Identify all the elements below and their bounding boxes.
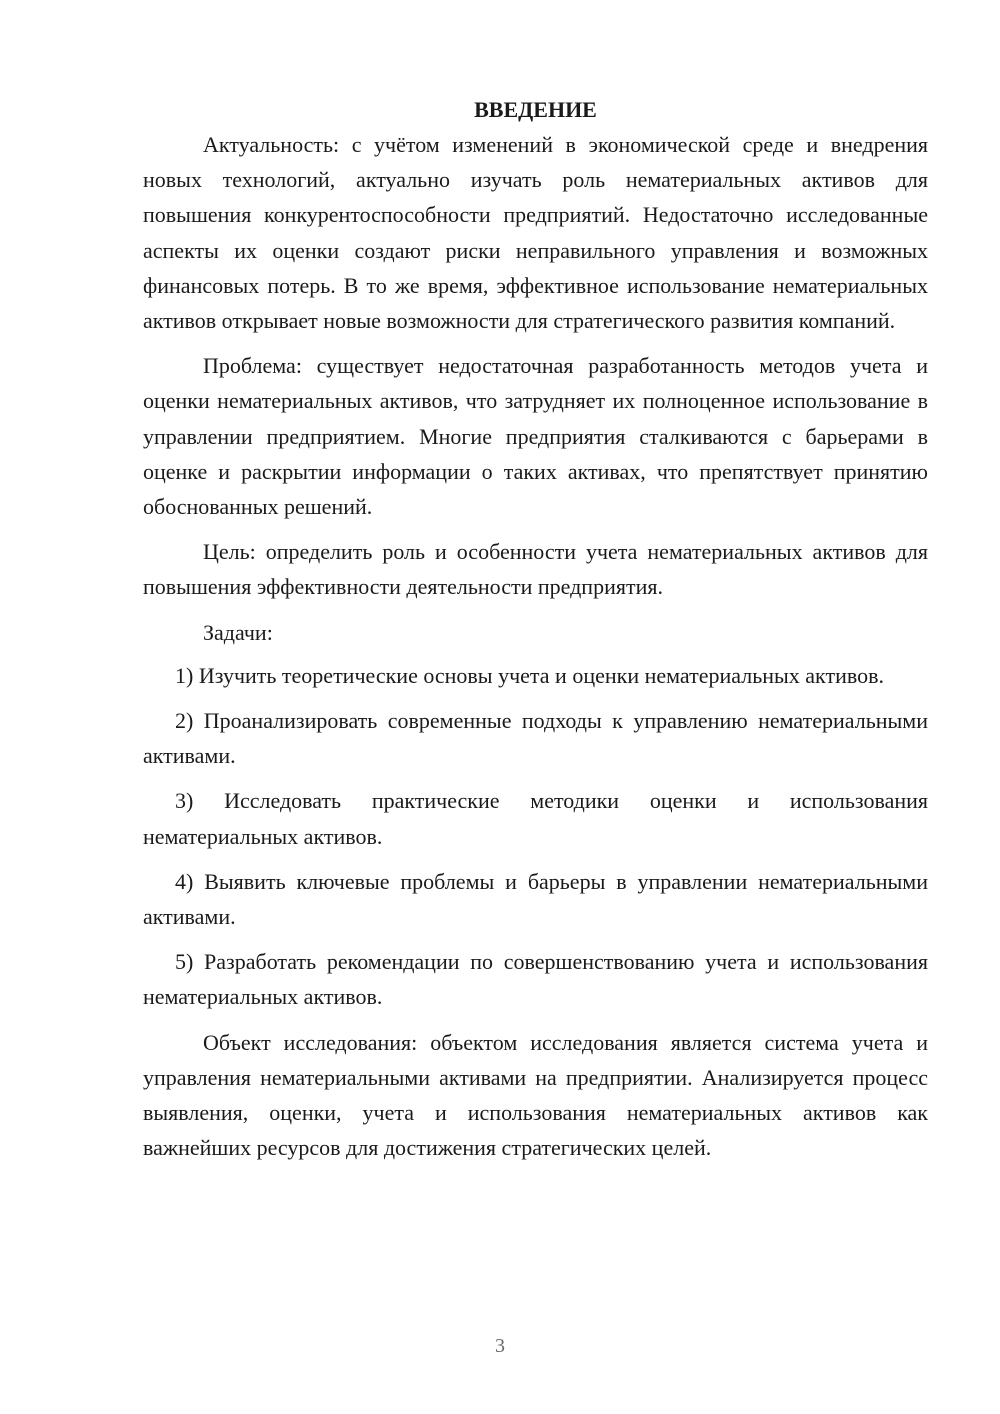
task-item-3: 3) Исследовать практические методики оценки и использования нематериальных активов. — [143, 788, 928, 849]
task-item-5: 5) Разработать рекомендации по совершенствованию учета и использования нематериальных активов. — [143, 949, 928, 1010]
paragraph-goal: Цель: определить роль и особенности учета нематериальных активов для повышения эффективности деятельности предприятия. — [143, 539, 928, 600]
task-item-1: 1) Изучить теоретические основы учета и оценки нематериальных активов. — [175, 662, 884, 688]
paragraph-problem: Проблема: существует недостаточная разработанность методов учета и оценки нематериальных активов, что затрудняет их полноценное использование в управлении предприятием. Многие предприятия сталкиваются с барьерами в оценке и раскрытии информации о таких активах, что препятствует принятию обоснованных решений. — [143, 353, 928, 520]
paragraph-actuality: Актуальность: с учётом изменений в экономической среде и внедрения новых технологий, актуально изучать роль нематериальных активов для повышения конкурентоспособности предприятий. Недостаточно исследованные аспекты их оценки создают риски неправильного управления и возможных финансовых потерь. В то же время, эффективное использование нематериальных активов открывает новые возможности для стратегического развития компаний. — [143, 132, 928, 334]
task-item-4: 4) Выявить ключевые проблемы и барьеры в управлении нематериальными активами. — [143, 868, 928, 930]
page-number: 3 — [495, 1335, 505, 1357]
tasks-list — [143, 658, 928, 1015]
task-item-2: 2) Проанализировать современные подходы к управлению нематериальными активами. — [143, 708, 928, 769]
tasks-heading: Задачи: — [203, 619, 273, 645]
document-page — [143, 95, 928, 1175]
section-title: ВВЕДЕНИЕ — [474, 97, 597, 122]
paragraph-object: Объект исследования: объектом исследования является система учета и управления нематериальными активами на предприятии. Анализируется процесс выявления, оценки, учета и использования нематериальных активов как важнейших ресурсов для достижения стратегических целей. — [143, 1029, 928, 1161]
